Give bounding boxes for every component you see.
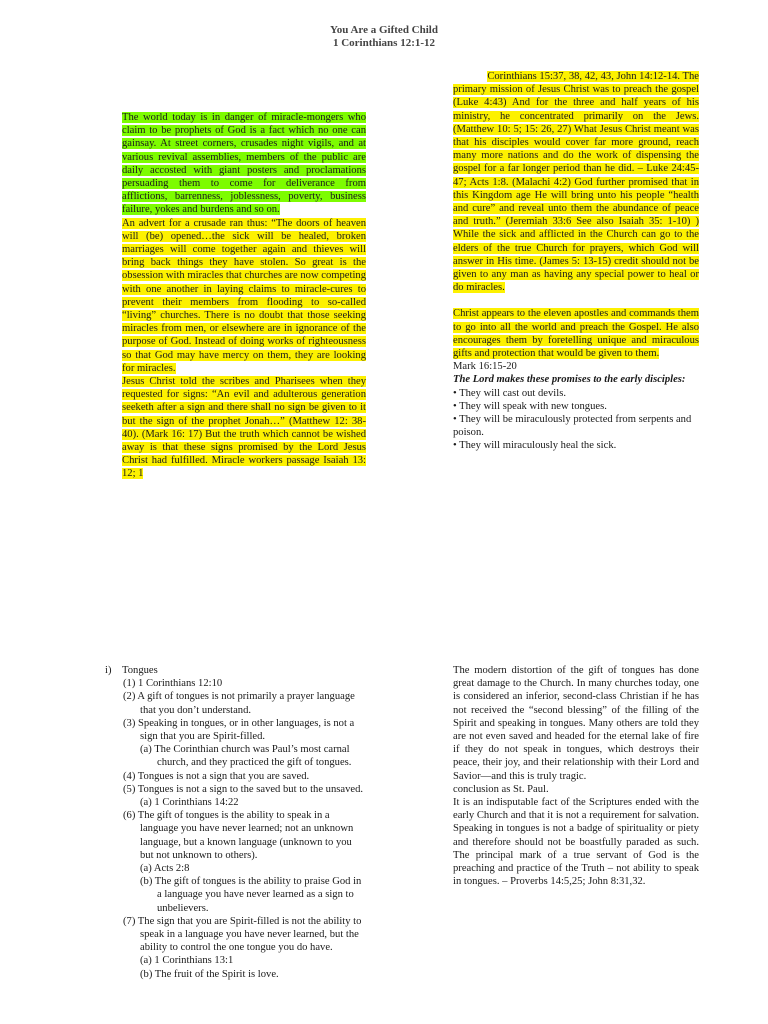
- column-tongues-outline: [105, 664, 367, 981]
- outline-subitem: (b) The gift of tongues is the ability to praise God in a language you have never learned as a sign to unbelievers.: [140, 876, 362, 914]
- outline-item: (2) A gift of tongues is not primarily a prayer language that you don’t understand.: [123, 691, 355, 716]
- paragraph-miracle-mongers: The world today is in danger of miracle-mongers who claim to be prophets of God is a fact which no one can gainsay. At street corners, crusades night vigils, and at various revival assemblies, members of the public are daily accosted with giant posters and proclamations persuading them to come for deliverance from afflictions, barrenness, joblessness, poverty, business failure, yokes and burdens and so on.: [122, 112, 366, 216]
- outline-item: (5) Tongues is not a sign to the saved but to the unsaved.: [123, 783, 364, 795]
- outline-subitem: (a) 1 Corinthians 13:1: [140, 955, 234, 967]
- outline-item: (6) The gift of tongues is the ability to speak in a language you have never learned; not an unknown language, but a known language (unknown to you but not unknown to others).: [123, 810, 354, 861]
- list-item: • They will be miraculously protected from serpents and poison.: [453, 414, 692, 439]
- list-item: • They will cast out devils.: [453, 387, 566, 399]
- outline-subitem: (b) The fruit of the Spirit is love.: [140, 968, 279, 980]
- promises-list: [453, 387, 699, 453]
- outline-subitem: (a) Acts 2:8: [140, 863, 190, 875]
- scripture-reference: 1 Corinthians 12:1-12: [332, 37, 436, 49]
- paragraph-primary-mission: primary mission of Jesus Christ was to preach the gospel (Luke 4:43) And for the three and half years of his ministry, he concentrated primarily on the Jews. (Matthew 10: 5; 15: 26, 27) What Jesus Christ meant was that his disciples would cover far more ground, reach many more nations and do the work of dispensing the gospel for a far longer period than he did. – Luke 24:45-47; Acts 1:8. (Malachi 4:2) God further promised that in this Kingdom age He will bring unto his people “health and cure” and reveal unto them the abundance of peace and truth.” (Jeremiah 33:6 See also Isaiah 35: 1-10) ) While the sick and afflicted in the Church can go to the elders of the true Church for prayers, which God will answer in His time. (James 5: 13-15) credit should not be given to any man as having any special power to heal or do miracles.: [453, 84, 699, 294]
- document-title: You Are a Gifted Child: [330, 24, 438, 36]
- column-top-left: [122, 111, 366, 481]
- paragraph-indisputable-fact: It is an indisputable fact of the Scriptures ended with the early Church and that it is not a requirement for salvation. Speaking in tongues is not a badge of spirituality or piety and therefore should not be boastfully paraded as such. The principal mark of a true servant of God is the preaching and practice of the Truth – not ability to speak in tongues. – Proverbs 14:5,25; John 8:31,32.: [453, 797, 699, 888]
- outline-heading: [105, 664, 367, 677]
- document-header: [0, 24, 768, 50]
- outline-heading-text: Tongues: [122, 665, 158, 676]
- paragraph-conclusion-fragment: conclusion as St. Paul.: [453, 783, 549, 795]
- list-item: • They will speak with new tongues.: [453, 400, 607, 412]
- outline-item: (1) 1 Corinthians 12:10: [123, 678, 223, 690]
- reference-mark: Mark 16:15-20: [453, 361, 517, 373]
- outline-item: (7) The sign that you are Spirit-filled is not the ability to speak in a language you have never learned, but the ability to control the one tongue you do have.: [123, 915, 362, 954]
- paragraph-eleven-apostles: Christ appears to the eleven apostles and commands them to go into all the world and preach the Gospel. He also encourages them by foretelling unique and miraculous gifts and protection that would be given to them.: [453, 308, 699, 360]
- column-top-right: [453, 70, 699, 453]
- paragraph-crusade-advert: An advert for a crusade ran thus: “The doors of heaven will (be) opened…the sick will be healed, broken marriages will come together again and thieves will bring back things they have stolen. So great is the obsession with miracles that churches are now competing with one another in laying claims to miracle-cures to prevent their members from flooding to so-called “living” churches. There is no doubt that those seeking miracles from men, or elsewhere are in ignorance of the purpose of God. Instead of doing works of righteousness so that God may have mercy on them, they are looking for miracles.: [122, 217, 366, 374]
- list-item: • They will miraculously heal the sick.: [453, 440, 617, 452]
- paragraph-modern-distortion: The modern distortion of the gift of tongues has done great damage to the Church. In many churches today, one is considered an inferior, second-class Christian if he has not received the “second blessing” of the filling of the Spirit and speaking in tongues. Many others are told they are not even saved and headed for the eternal lake of fire if they do not speak in tongues, which destroys their peace, their joy, and their relationship with their Lord and Savior—and this is truly tragic.: [453, 665, 699, 782]
- outline-item: (3) Speaking in tongues, or in other languages, is not a sign that you are Spirit-filled.: [123, 717, 355, 743]
- column-bottom-right: [453, 664, 699, 888]
- outline-subitem: (a) The Corinthian church was Paul’s most carnal church, and they practiced the gift of tongues.: [140, 744, 352, 769]
- outline-subitem: (a) 1 Corinthians 14:22: [140, 797, 239, 809]
- outline-item: (4) Tongues is not a sign that you are saved.: [123, 770, 310, 782]
- paragraph-jesus-signs: Jesus Christ told the scribes and Pharisees when they requested for signs: “An evil and adulterous generation seeketh after a sign and there shall no sign be given to it but the sign of the prophet Jonah…” (Matthew 12: 38-40). (Mark 16: 17) But the truth which cannot be wished away is that these signs promised by the Lord Jesus Christ had fulfilled. Miracle workers passage Isaiah 13: 12; 1: [122, 376, 366, 480]
- outline-number: i): [105, 665, 112, 676]
- paragraph-continuation: Corinthians 15:37, 38, 42, 43, John 14:12-14. The: [487, 71, 699, 82]
- promises-heading: The Lord makes these promises to the early disciples:: [453, 374, 686, 386]
